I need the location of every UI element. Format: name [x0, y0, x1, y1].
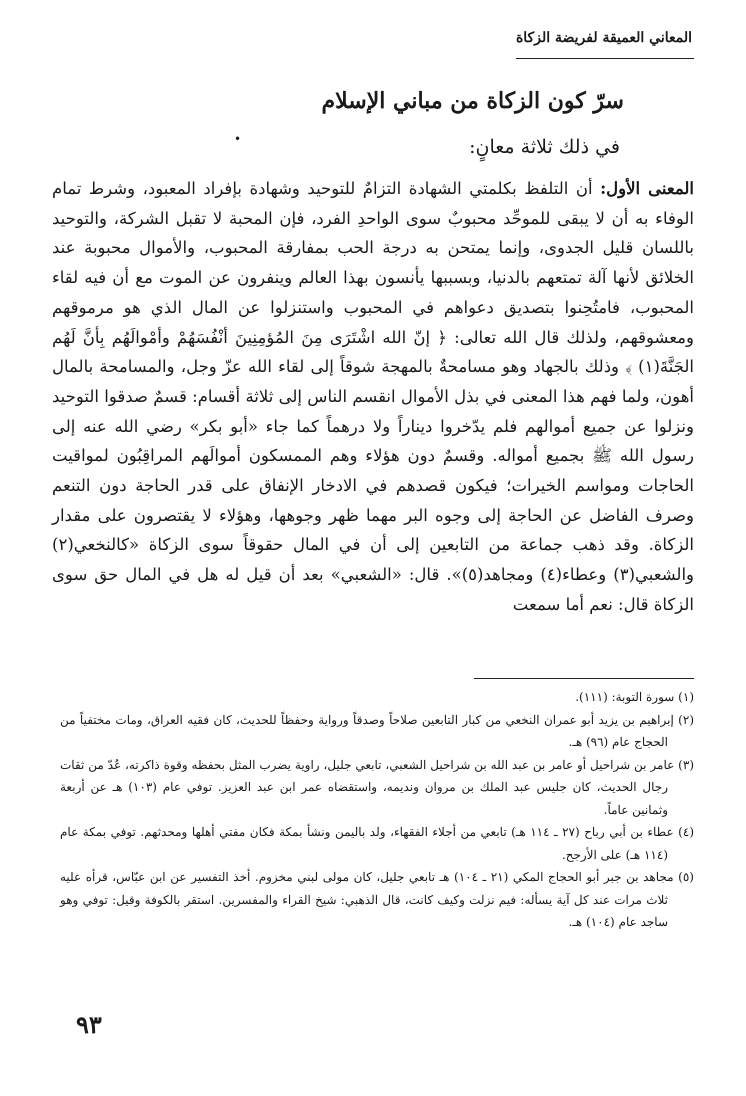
- footnote-4: (٤) عطاء بن أبي رباح (٢٧ ـ ١١٤ هـ) تابعي من أجلاء الفقهاء، ولد باليمن ونشأ بمكة فكان مفتي أهلها ومحدثهم. توفي بمكة عام (١١٤ هـ) على الأرجح.: [60, 825, 694, 862]
- footnote-rule: [474, 678, 694, 679]
- paragraph-lead: المعنى الأول:: [600, 179, 694, 198]
- paragraph-text: أن التلفظ بكلمتي الشهادة التزامٌ للتوحيد وشهادة بإفراد المعبود، وشرط تمام الوفاء به أن لا يبقى للموحِّد محبوبٌ سوى الواحدِ الفرد، فإن المحبة لا تقبل الشركة، والتوحيد باللسان قليل الجدوى، وإنما يمتحن به درجة الحب بمفارقة المحبوب، والأموال محبوبة عند الخلائق لأنها آلة تمتعهم بالدنيا، وبسببها يأنسون بهذا العالم وينفرون عن الموت مع أن فيه لقاء المحبوب، فامتُحِنوا بتصديق دعواهم في المحبوب واستنزلوا عن المال الذي هو مرموقهم ومعشوقهم، ولذلك قال الله تعالى: ﴿ إنّ الله اشْتَرَى مِنَ المُؤمِنِينَ أنْفُسَهُمْ وأمْوالَهُم بِأنَّ لَهُم الجَنَّةَ(١) ﴾ وذلك بالجهاد وهو مسامحةٌ بالمهجة شوقاً إلى لقاء الله عزّ وجل، والمسامحة بالمال أهون، ولما فهم هذا المعنى في بذل الأموال انقسم الناس إلى ثلاثة أقسام: قسمٌ صدقوا التوحيد ونزلوا عن جميع أموالهم فلم يدّخروا ديناراً ولا درهماً كما جاء «أبو بكر» رضي الله عنه إلى رسول الله ﷺ بجميع أمواله. وقسمٌ دون هؤلاء وهم الممسكون أموالَهم المراقِبُون لمواقيت الحاجات ومواسم الخيرات؛ فيكون قصدهم في الادخار الإنفاق على قدر الحاجة دون التنعم وصرف الفاضل عن الحاجة إلى وجوه البر مهما ظهر وجوهها، وهؤلاء لا يقتصرون على مقدار الزكاة. وقد ذهب جماعة من التابعين إلى أن في المال حقوقاً سوى الزكاة «كالنخعي(٢) والشعبي(٣) وعطاء(٤) ومجاهد(٥)». قال: «الشعبي» بعد أن قيل له هل في المال حق سوى الزكاة قال: نعم أما سمعت: [52, 179, 694, 614]
- page-number: ٩٣: [76, 1010, 102, 1039]
- section-intro: في ذلك ثلاثة معانٍ:: [469, 136, 620, 158]
- body-paragraph: [52, 174, 694, 620]
- header-rule: [516, 58, 694, 59]
- footnotes: [60, 686, 694, 934]
- footnote-2: (٢) إبراهيم بن يزيد أبو عمران النخعي من كبار التابعين صلاحاً وصدقاً ورواية وحفظاً للحديث، كان فقيه العراق، ومات مختفياً من الحجاج عام (٩٦) هـ.: [60, 712, 694, 749]
- running-header: المعاني العميقة لفريضة الزكاة: [515, 30, 692, 46]
- footnote-1: (١) سورة التوبة: (١١١).: [575, 690, 694, 704]
- section-title: سرّ كون الزكاة من مباني الإسلام: [321, 88, 624, 114]
- bullet-dot: •: [234, 132, 242, 146]
- footnote-3: (٣) عامر بن شراحيل أو عامر بن عبد الله بن شراحيل الشعبي، تابعي جليل، راوية يضرب المثل بحفظه وقوة ذاكرته، عُدّ من ثقات رجال الحديث، كان جليس عبد الملك بن مروان ونديمه، واستقضاه عمر ابن عبد العزيز. توفي عام (١٠٣) هـ عن أربعة وثمانين عاماً.: [60, 757, 694, 817]
- footnote-5: (٥) مجاهد بن جبر أبو الحجاج المكي (٢١ ـ ١٠٤) هـ تابعي جليل، كان مولى لبني مخزوم. أخذ التفسير عن ابن عبّاس، قرأه عليه ثلاث مرات عند كل آية يسأله: فيم نزلت وكيف كانت، قال الذهبي: شيخ القراء والمفسرين. استقر بالكوفة وقيل: توفي وهو ساجد عام (١٠٤) هـ.: [60, 870, 694, 929]
